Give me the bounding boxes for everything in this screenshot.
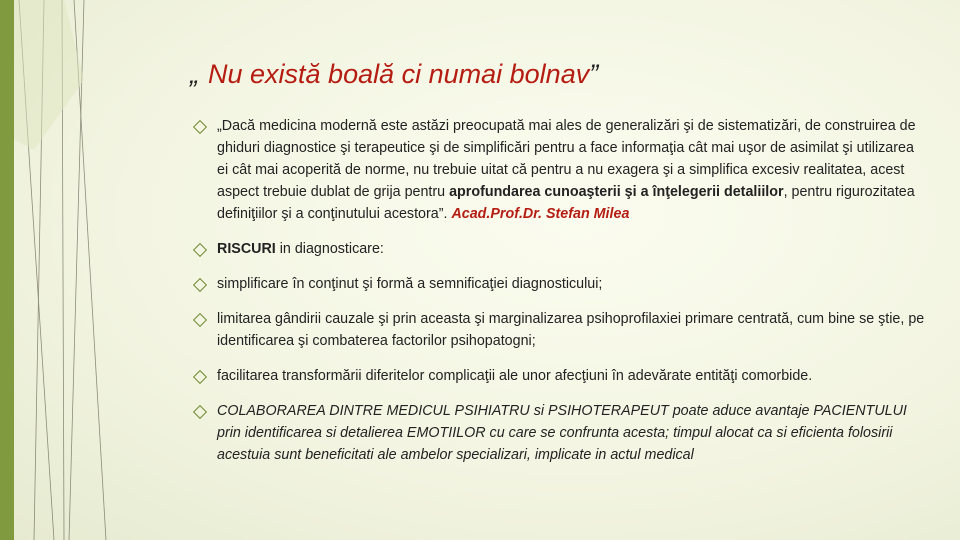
diamond-bullet-icon [193, 405, 207, 419]
quote-text-part-1: „Dacă medicina modernă este astăzi preocupată mai ales de generalizări şi de sistematizări, de construirea de ghiduri diagnostice şi terapeutice şi de simplificări pentru a face informaţia cât mai uşor de asimilat şi utilizarea ei cât mai acoperită de norme, nu trebuie uitat că pentru a nu exagera şi a simplifica excesiv realitatea, acest aspect trebuie dublat de grija pentru [217, 118, 916, 200]
title-text: Nu există boală ci numai bolnav [208, 59, 590, 89]
list-item [192, 308, 927, 352]
title-close-quote: ” [589, 59, 599, 89]
left-accent-bar [0, 0, 14, 540]
slide-title [190, 52, 598, 96]
list-item-text: limitarea gândirii cauzale şi prin aceasta şi marginalizarea psihoprofilaxiei primare centrată, cum bine se ştie, pe identificarea şi combaterea factorilor psihopatogni; [217, 311, 925, 349]
diamond-bullet-icon [193, 278, 207, 292]
quote-bold-phrase: aprofundarea cunoaşterii şi a înţelegerii detaliilor [449, 184, 784, 200]
quote-author: Acad.Prof.Dr. Stefan Milea [451, 206, 630, 222]
list-item [192, 273, 927, 295]
list-item-text: simplificare în conţinut şi formă a semnificaţiei diagnosticului; [217, 276, 603, 292]
risks-label: RISCURI [217, 241, 276, 257]
list-item-text: facilitarea transformării diferitelor complicaţii ale unor afecţiuni în adevărate entităţi comorbide. [217, 368, 813, 384]
quote-text-part-2: , pentru rigurozitatea definiţiilor şi a conţinutului acestora”. [217, 184, 915, 222]
risks-text: in diagnosticare: [275, 241, 384, 257]
title-open-quote: „ [190, 59, 199, 89]
diamond-bullet-icon [193, 313, 207, 327]
list-item-text: COLABORAREA DINTRE MEDICUL PSIHIATRU si PSIHOTERAPEUT poate aduce avantaje PACIENTULUI prin identificarea si detalierea EMOTIILOR cu care se confrunta acesta; timpul alocat ca si eficienta folosirii acestuia sunt beneficitati ale ambelor specializari, implicate in actul medical [217, 403, 907, 463]
list-item-quote [192, 115, 927, 225]
diamond-bullet-icon [193, 243, 207, 257]
decorative-diagonal-lines [14, 0, 124, 540]
list-item [192, 365, 927, 387]
list-item-collaboration [192, 400, 927, 466]
list-item-risks [192, 238, 927, 260]
diamond-bullet-icon [193, 120, 207, 134]
diamond-bullet-icon [193, 370, 207, 384]
bullet-list [192, 115, 927, 479]
